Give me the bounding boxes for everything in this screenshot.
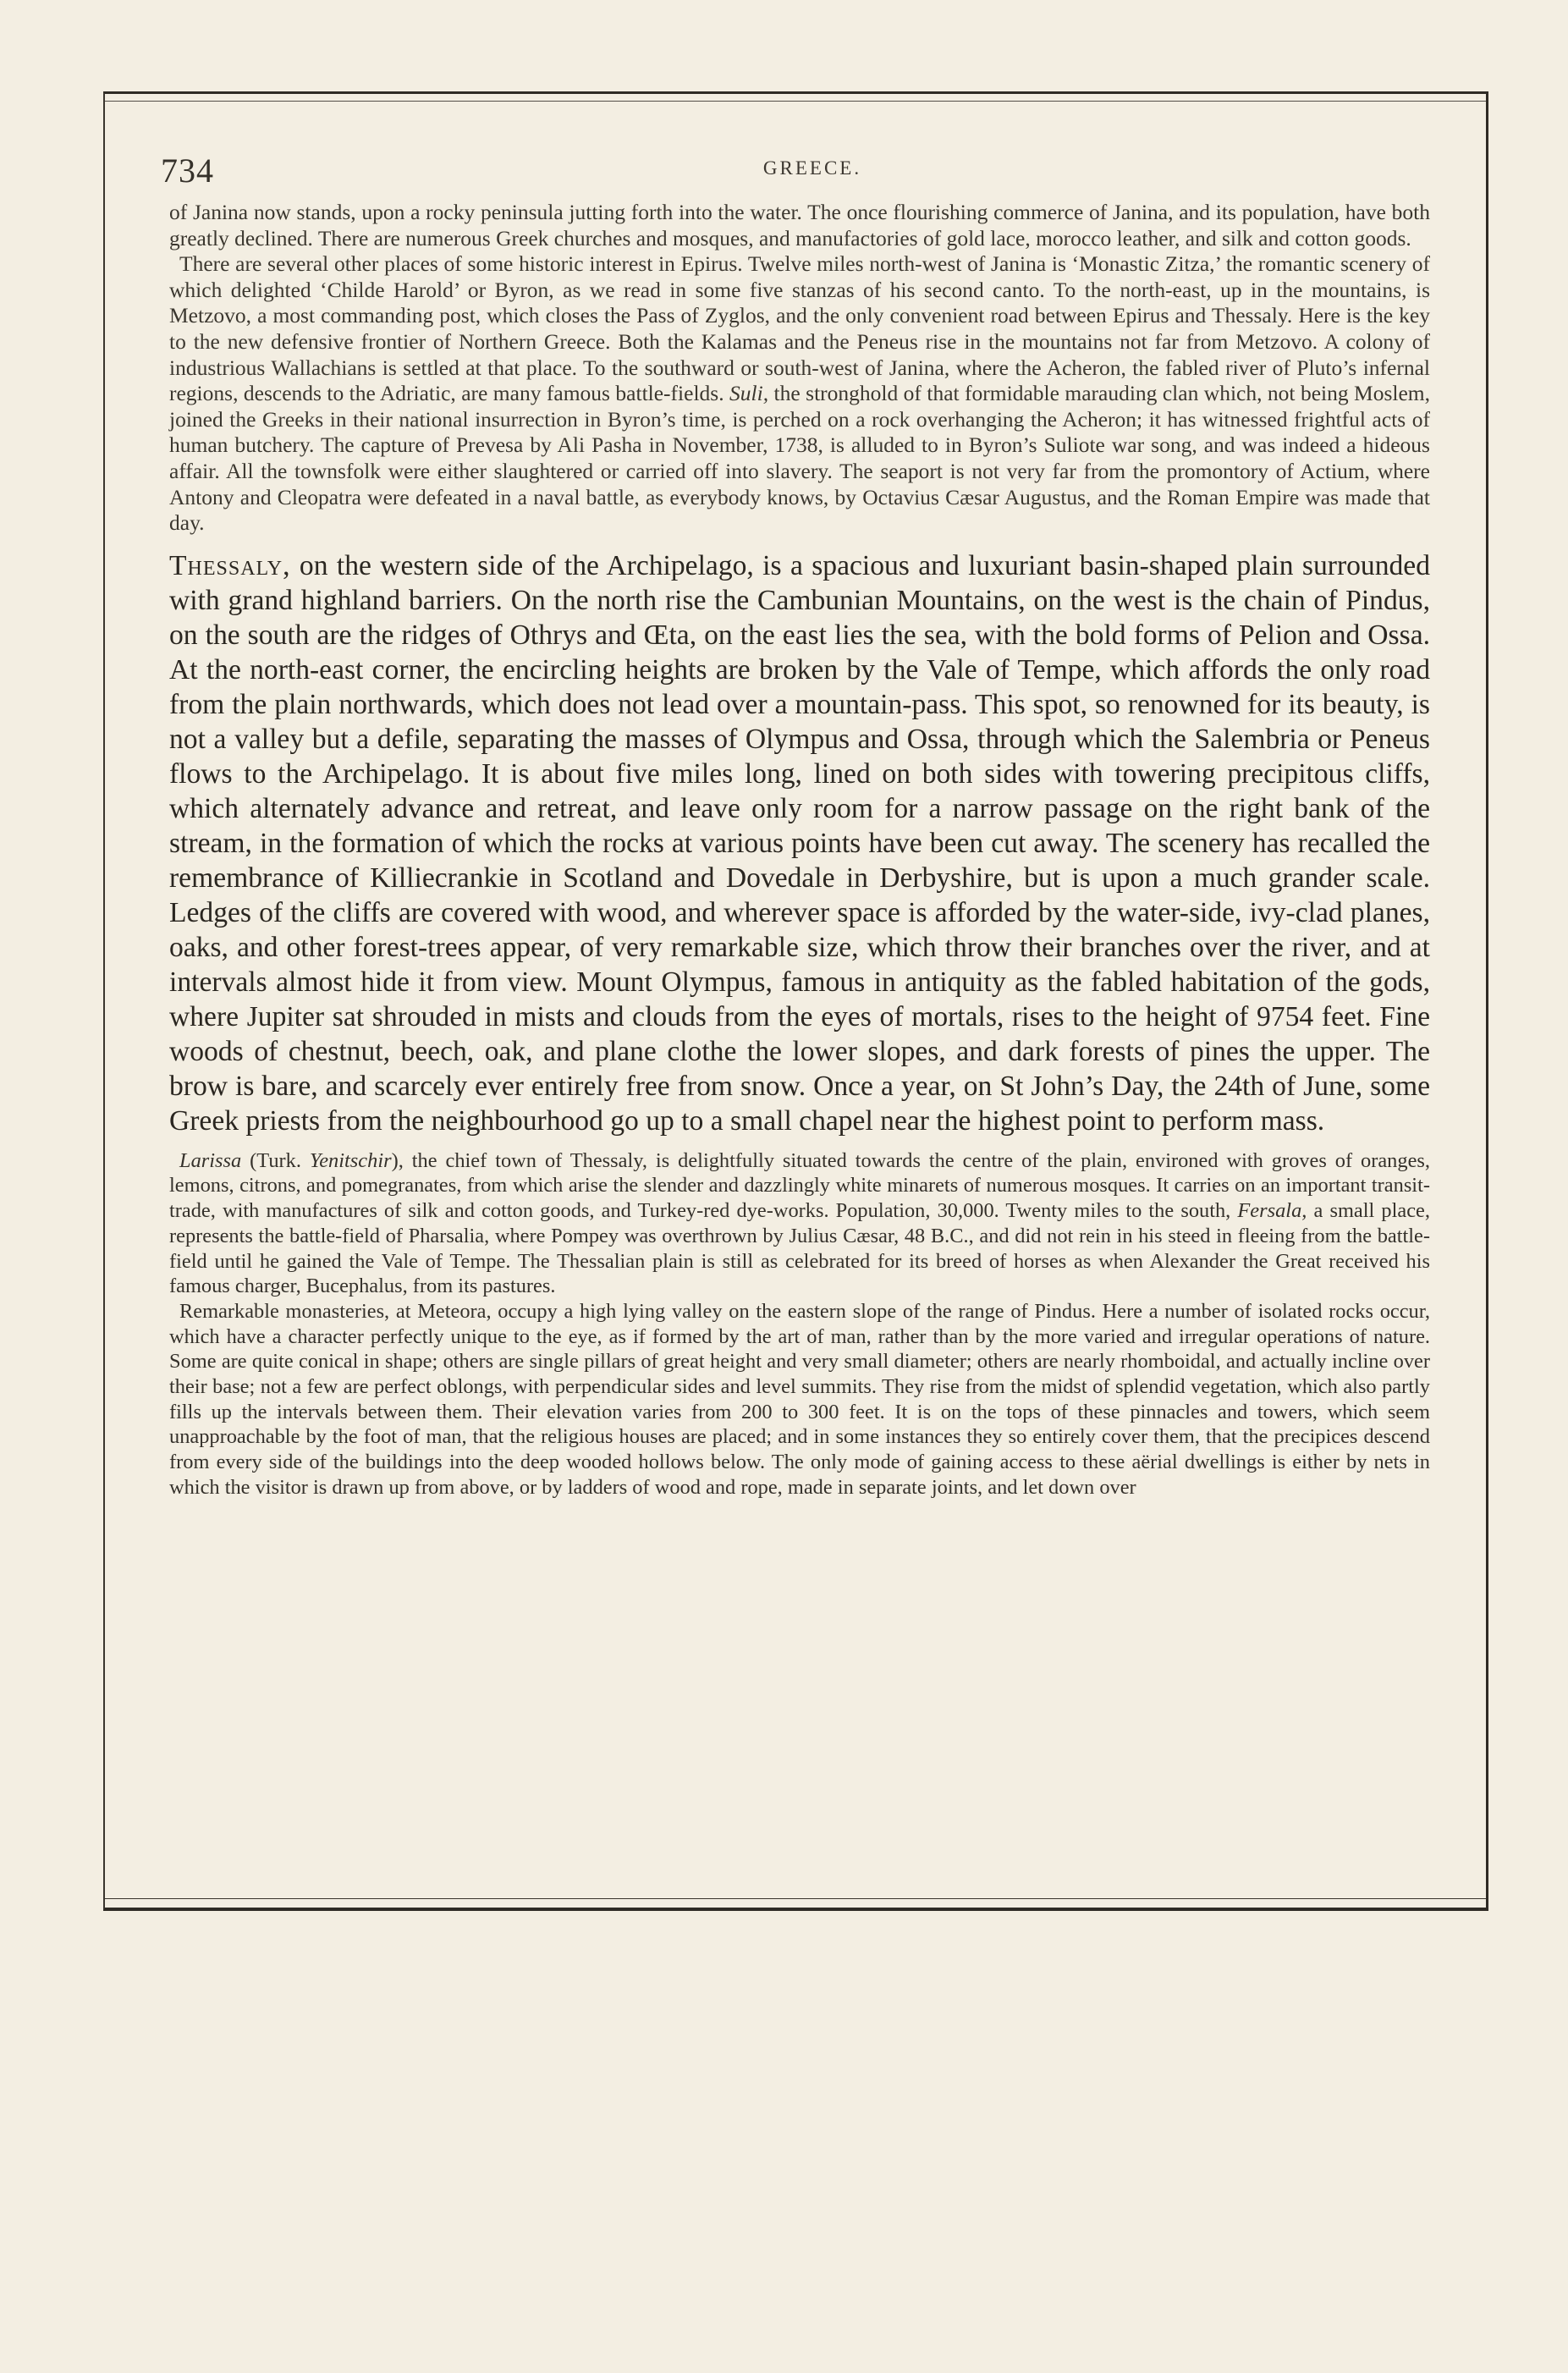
larissa-text-a: ), the chief town of Thessaly, is delightfully situated towards the centre of the plain, environed with groves of oranges, lemons, citrons, and pomegranates, from which arise the slender and dazzlingly white minarets of numerous mosques. It carries on an important transit-trade, with manufactures of silk and cotton goods, and Turkey-red dye-works. Population, 30,000. Twenty miles to the south, (169, 1148, 1430, 1223)
epirus-text-a: There are several other places of some historic interest in Epirus. Twelve miles north-west of Janina is ‘Monastic Zitza,’ the romantic scenery of which delighted ‘Childe Harold’ or Byron, as we read in some five stanzas of his second canto. To the north-east, up in the mountains, is Metzovo, a most commanding post, which closes the Pass of Zyglos, and the only convenient road between Epirus and Thessaly. Here is the key to the new defensive frontier of Northern Greece. Both the Kalamas and the Peneus rise in the mountains not far from Metzovo. A colony of industrious Wallachians is settled at that place. To the southward or south-west of Janina, where the Acheron, the fabled river of Pluto’s infernal regions, descends to the Adriatic, are many famous battle-fields. (169, 251, 1430, 406)
larissa-text-b: a small place, represents the battle-field of Pharsalia, where Pompey was overthrown by Julius Cæsar, 48 B.C., and did not rein in his steed in fleeing from the battle-field until he gained the Vale of Tempe. The Thessalian plain is still as celebrated for its breed of horses as when Alexander the Great received his famous charger, Bucephalus, from its pastures. (169, 1199, 1430, 1298)
paragraph-epirus-places (169, 251, 1430, 537)
paragraph-thessaly (169, 548, 1430, 1138)
paragraph-janina: of Janina now stands, upon a rocky peninsula jutting forth into the water. The once flourishing commerce of Janina, and its population, have both greatly declined. There are numerous Greek churches and mosques, and manufactories of gold lace, morocco leather, and silk and cotton goods. (169, 200, 1430, 251)
suli-name: Suli, (729, 381, 769, 406)
page-body (169, 200, 1430, 1500)
page-number: 734 (161, 151, 214, 190)
thessaly-lead: Thessaly, (169, 549, 291, 581)
larissa-paren: (Turk. (250, 1148, 301, 1172)
paragraph-larissa (169, 1148, 1430, 1299)
larissa-turkish-name: Yenitschir (309, 1148, 392, 1172)
fersala-name: Fersala, (1237, 1199, 1307, 1223)
epirus-text-b: the stronghold of that formidable marauding clan which, not being Moslem, joined the Greeks in their national insurrection in Byron’s time, is perched on a rock overhanging the Acheron; it has witnessed frightful acts of human butchery. The capture of Prevesa by Ali Pasha in November, 1738, is alluded to in Byron’s Suliote war song, and was indeed a hideous affair. All the townsfolk were either slaughtered or carried off into slavery. The seaport is not very far from the promontory of Actium, where Antony and Cleopatra were defeated in a naval battle, as everybody knows, by Octavius Cæsar Augustus, and the Roman Empire was made that day. (169, 381, 1431, 536)
running-head: GREECE. (762, 157, 862, 179)
page-header (161, 151, 1464, 193)
paragraph-meteora: Remarkable monasteries, at Meteora, occupy a high lying valley on the eastern slope of the range of Pindus. Here a number of isolated rocks occur, which have a character perfectly unique to the eye, as if formed by the art of man, rather than by the more varied and irregular operations of nature. Some are quite conical in shape; others are single pillars of great height and very small diameter; others are nearly rhomboidal, and actually incline over their base; not a few are perfect oblongs, with perpendicular sides and level summits. They rise from the midst of splendid vegetation, which also partly fills up the intervals between them. Their elevation varies from 200 to 300 feet. It is on the tops of these pinnacles and towers, which seem unapproachable by the foot of man, that the religious houses are placed; and in some instances they so entirely cover them, that the precipices descend from every side of the buildings into the deep wooded hollows below. The only mode of gaining access to these aërial dwellings is either by nets in which the visitor is drawn up from above, or by ladders of wood and rope, made in separate joints, and let down over (169, 1299, 1430, 1499)
thessaly-text: on the western side of the Archipelago, is a spacious and luxuriant basin-shaped plain surrounded with grand highland barriers. On the north rise the Cambunian Mountains, on the west is the chain of Pindus, on the south are the ridges of Othrys and Œta, on the east lies the sea, with the bold forms of Pelion and Ossa. At the north-east corner, the encircling heights are broken by the Vale of Tempe, which affords the only road from the plain northwards, which does not lead over a mountain-pass. This spot, so renowned for its beauty, is not a valley but a defile, separating the masses of Olympus and Ossa, through which the Salembria or Peneus flows to the Archipelago. It is about five miles long, lined on both sides with towering precipitous cliffs, which alternately advance and retreat, and leave only room for a narrow passage on the right bank of the stream, in the formation of which the rocks at various points have been cut away. The scenery has recalled the remembrance of Killiecrankie in Scotland and Dovedale in Derbyshire, but is upon a much grander scale. Ledges of the cliffs are covered with wood, and wherever space is afforded by the water-side, ivy-clad planes, oaks, and other forest-trees appear, of very remarkable size, which throw their branches over the river, and at intervals almost hide it from view. Mount Olympus, famous in antiquity as the fabled habitation of the gods, where Jupiter sat shrouded in mists and clouds from the eyes of mortals, rises to the height of 9754 feet. Fine woods of chestnut, beech, oak, and plane clothe the lower slopes, and dark forests of pines the upper. The brow is bare, and scarcely ever entirely free from snow. Once a year, on St John’s Day, the 24th of June, some Greek priests from the neighbourhood go up to a small chapel near the highest point to perform mass. (169, 549, 1430, 1137)
larissa-name: Larissa (179, 1148, 242, 1172)
